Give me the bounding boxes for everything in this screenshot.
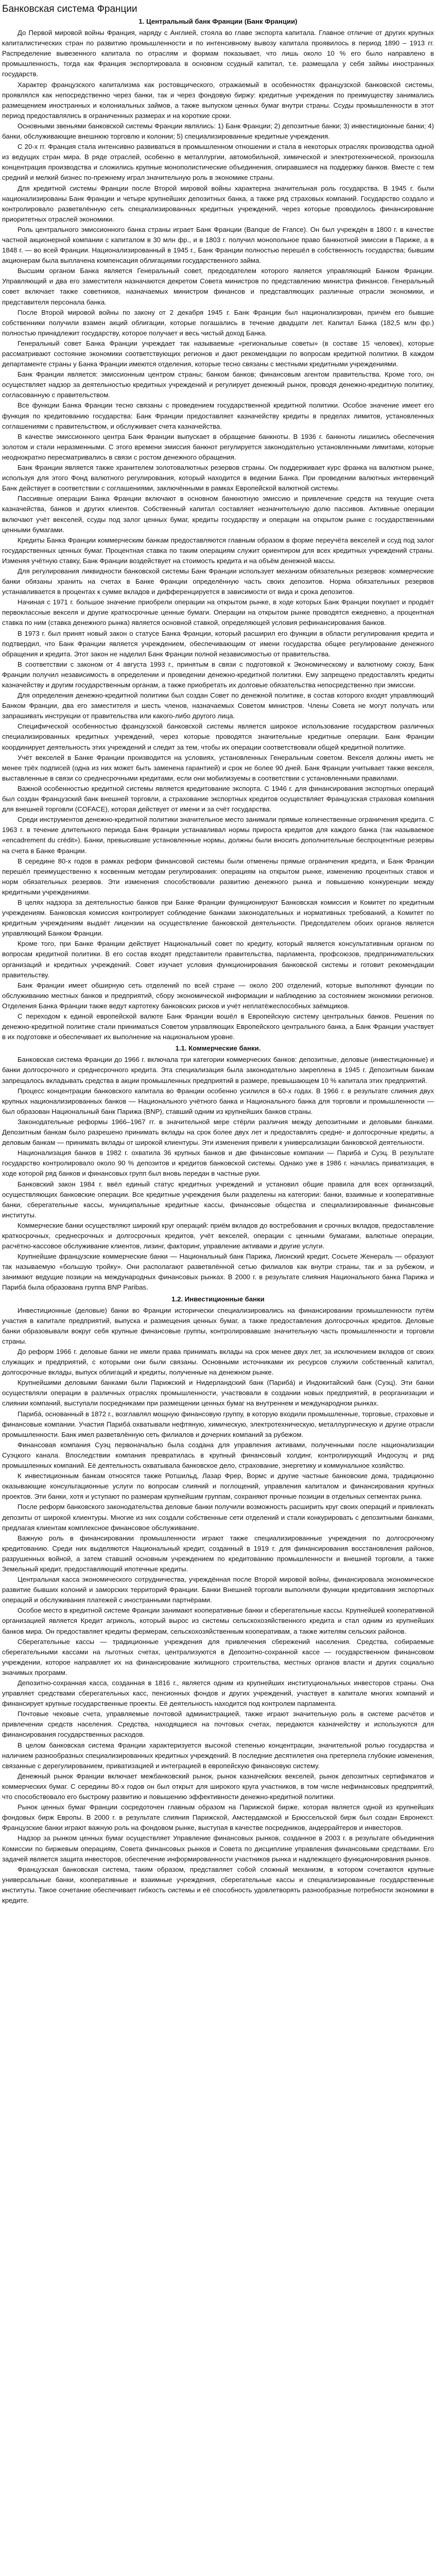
paragraph: Почтовые чековые счета, управляемые почтовой администрацией, также играют значительную роль в системе расчётов и привлечении средств населения. Средства, находящиеся на почтовых счетах, передаются казначейству и используются для финансирования государственных расходов. (2, 1710, 434, 1739)
paragraph: После реформ банковского законодательства деловые банки получили возможность расширить круг своих операций и привлекать депозиты от широкой клиентуры. Многие из них создали собственные сети отделений и стали конкурировать с депозитными банками, предлагая клиентам комплексное финансовое обслуживание. (2, 1503, 434, 1532)
page-title: Банковская система Франции (2, 4, 137, 14)
paragraph: Парибá, основанный в 1872 г., возглавлял мощную финансовую группу, в которую входили промышленные, торговые, страховые и финансовые компании. Участия Парибá охватывали нефтяную, химическую, электротехническую, металлургическую и другие отрасли промышленности. Банк имел разветвлённую сеть филиалов и дочерних компаний за рубежом. (2, 1410, 434, 1438)
paragraph: Центральная касса экономического сотрудничества, учреждённая после Второй мировой войны, финансировала экономическое развитие бывших колоний и заморских территорий Франции. Банки Внешней торговли выполняли функции кредитования экспортных операций и обслуживания платежей с иностранными партнёрами. (2, 1575, 434, 1604)
paragraph: Рынок ценных бумаг Франции сосредоточен главным образом на Парижской бирже, которая является одной из крупнейших фондовых бирж Европы. В 2000 г. в результате слияния Парижской, Амстердамской и Брюссельской бирж был создан Евронекст. Французские банки играют важную роль на фондовом рынке, выступая в качестве посредников, андеррайтеров и инвесторов. (2, 1803, 434, 1832)
paragraph: Среди инструментов денежно-кредитной политики значительное место занимали прямые количественные ограничения кредита. С 1963 г. в течение длительного периода Банк Франции устанавливал нормы прироста кредитов для каждого банка (так называемое «encadrement du crédit»). Банки, превысившие установленные нормы, должны были вносить дополнительные беспроцентные резервы на счета в Банке Франции. (2, 816, 434, 855)
paragraph: Инвестиционные (деловые) банки во Франции исторически специализировались на финансировании промышленности путём участия в капитале предприятий, выпуска и размещения ценных бумаг, а также предоставления долгосрочных кредитов. Деловые банки образовывали вокруг себя крупные финансовые группы, контролировавшие значительную часть промышленности и торговли страны. (2, 1306, 434, 1345)
paragraph: Высшим органом Банка является Генеральный совет, председателем которого является управляющий Банком Франции. Управляющий и два его заместителя назначаются декретом Совета министров по представлению министра финансов. Генеральный совет включает также советников, назначаемых министром финансов и представляющих различные отрасли экономики, и представителя персонала банка. (2, 267, 434, 306)
paragraph: Для регулирования ликвидности банковской системы Банк Франции использует механизм обязательных резервов: коммерческие банки обязаны хранить на счетах в Банке Франции определённую часть своих депозитов. Норма обязательных резервов устанавливается в процентах к сумме вкладов и дифференцируется в зависимости от вида и срока депозитов. (2, 567, 434, 596)
paragraph: Банк Франции является также хранителем золотовалютных резервов страны. Он поддерживает курс франка на валютном рынке, используя для этого Фонд валютного регулирования, который находится в ведении Банка. При проведении валютных интервенций Банк действует в соответствии с соглашениями, заключёнными в рамках Европейской валютной системы. (2, 464, 434, 493)
paragraph: После Второй мировой войны по закону от 2 декабря 1945 г. Банк Франции был национализирован, причём его бывшие собственники получили взамен акций облигации, которые погашались в течение двадцати лет. Капитал Банка (182,5 млн фр.) полностью принадлежит государству, которое получает и весь чистый доход Банка. (2, 308, 434, 337)
paragraph: В соответствии с законом от 4 августа 1993 г., принятым в связи с подготовкой к Экономическому и валютному союзу, Банк Франции получил независимость в определении и проведении денежно-кредитной политики. Ему запрещено предоставлять кредиты казначейству и другим государственным органам, а также приобретать их долговые обязательства непосредственно при эмиссии. (2, 660, 434, 689)
section-heading: 1.2. Инвестиционные банки (171, 1295, 265, 1303)
paragraph: Важную роль в финансировании промышленности играют также специализированные учреждения по долгосрочному кредитованию. Среди них выделяются Национальный кредит, созданный в 1919 г. для финансирования восстановления районов, разрушенных войной, а затем ставший основным учреждением по кредитованию промышленности и внешней торговли, а также Земельный кредит, предоставляющий ипотечные кредиты. (2, 1534, 434, 1573)
paragraph: Французская банковская система, таким образом, представляет собой сложный механизм, в котором сочетаются крупные универсальные банки, кооперативные и взаимные учреждения, сберегательные кассы и специализированные государственные институты. Такое сочетание обеспечивает гибкость системы и её способность удовлетворять разнообразные потребности экономики в кредите. (2, 1865, 434, 1904)
paragraph: Кредиты Банка Франции коммерческим банкам предоставляются главным образом в форме переучёта векселей и ссуд под залог государственных ценных бумаг. Процентная ставка по таким операциям служит ориентиром для всех кредитных учреждений страны. Изменяя учётную ставку, Банк Франции воздействует на стоимость кредита и на объём денежной массы. (2, 536, 434, 565)
paragraph: Депозитно-сохранная касса, созданная в 1816 г., является одним из крупнейших институциональных инвесторов страны. Она управляет средствами сберегательных касс, пенсионных фондов и других учреждений, участвует в капитале многих компаний и финансирует крупные государственные проекты. Её деятельность находится под контролем парламента. (2, 1679, 434, 1708)
paragraph: Банковская система Франции до 1966 г. включала три категории коммерческих банков: депозитные, деловые (инвестиционные) и банки долгосрочного и среднесрочного кредита. Эта специализация была законодательно закреплена в 1945 г. Депозитным банкам запрещалось вкладывать средства в акции промышленных предприятий в размере, превышающем 10 % капитала этих предприятий. (2, 1056, 434, 1084)
paragraph: Коммерческие банки осуществляют широкий круг операций: приём вкладов до востребования и срочных вкладов, предоставление краткосрочных, среднесрочных и долгосрочных кредитов, учёт векселей, операции с ценными бумагами, валютные операции, расчётно-кассовое обслуживание клиентов, лизинг, факторинг, управление активами и другие услуги. (2, 1221, 434, 1250)
paragraph: Кроме того, при Банке Франции действует Национальный совет по кредиту, который является консультативным органом по вопросам кредитной политики. В его состав входят представители правительства, парламента, профсоюзов, предпринимательских организаций и кредитных учреждений. Совет изучает условия функционирования банковской системы и готовит рекомендации правительству. (2, 940, 434, 979)
paragraph: Характер французского капитализма как ростовщического, отражаемый в особенностях французской банковской системы, проявлялся как непосредственно через банки, так и через фондовую биржу: кредитные учреждения по преимуществу занимались размещением иностранных и колониальных займов, а также выпуском ценных бумаг внутри страны. Ссуды промышленности в этот период предоставлялись в ограниченных размерах и на короткие сроки. (2, 80, 434, 120)
paragraph: В 1973 г. был принят новый закон о статусе Банка Франции, который расширил его функции в области регулирования кредита и подтвердил, что Банк Франции является учреждением, обеспечивающим от имени государства общее регулирование денежного обращения и кредита. Этот закон не наделил Банк Франции полной независимостью от правительства. (2, 629, 434, 658)
paragraph: Крупнейшими деловыми банками были Парижский и Нидерландский банк (Парибá) и Индокитайский банк (Суэц). Эти банки осуществляли операции в различных отраслях промышленности, участвовали в создании новых предприятий, в реорганизации и слиянии компаний, выступали посредниками при размещении ценных бумаг на внутреннем и международном рынках. (2, 1379, 434, 1408)
paragraph: Для кредитной системы Франции после Второй мировой войны характерна значительная роль государства. В 1945 г. были национализированы Банк Франции и четыре крупнейших депозитных банка, а также ряд страховых компаний. Государство создало и контролировало разветвлённую сеть специализированных кредитных учреждений, через которые проводилось финансирование приоритетных отраслей экономики. (2, 184, 434, 223)
paragraph: Основными звеньями банковской системы Франции являлись: 1) Банк Франции; 2) депозитные банки; 3) инвестиционные банки; 4) банки, обслуживающие внешнюю торговлю и колонии; 5) специализированные кредитные учреждения. (2, 122, 434, 141)
paragraph: Генеральный совет Банка Франции учреждает так называемые «региональные советы» (в составе 15 человек), которые рассматривают состояние экономики соответствующих регионов и дают рекомендации по вопросам кредитной политики. В каждом департаменте страны у Банка Франции имеются отделения, которые тесно связаны с местными кредитными учреждениями. (2, 339, 434, 368)
paragraph: До реформ 1966 г. деловые банки не имели права принимать вклады на срок менее двух лет, за исключением вкладов от своих служащих и предприятий, с которыми они были связаны. Основными источниками их ресурсов служили собственный капитал, долгосрочные вклады, выпуск облигаций и кредиты, полученные на денежном рынке. (2, 1348, 434, 1377)
paragraph: С переходом к единой европейской валюте Банк Франции вошёл в Европейскую систему центральных банков. Решения по денежно-кредитной политике стали приниматься Советом управляющих Европейского центрального банка, а Банк Франции участвует в их подготовке и обеспечивает их выполнение на национальном уровне. (2, 1012, 434, 1041)
paragraph: Важной особенностью кредитной системы является кредитование экспорта. С 1946 г. для финансирования экспортных операций был создан Французский банк внешней торговли, а страхование экспортных кредитов осуществляет Французская страховая компания для внешней торговли (COFACE), которая действует от имени и за счёт государства. (2, 784, 434, 814)
paragraph: Все функции Банка Франции тесно связаны с проведением государственной кредитной политики. Особое значение имеет его функция по кредитованию государства: Банк Франции предоставляет казначейству кредиты в пределах лимитов, установленных соглашениями с правительством, и обслуживает счета казначейства. (2, 401, 434, 430)
paragraph: К инвестиционным банкам относятся также Ротшильд, Лазар Фрер, Вормс и другие частные банковские дома, традиционно оказывающие консультационные услуги по вопросам слияний и поглощений, управления капиталом и финансирования крупных проектов. Эти банки, хотя и уступают по размерам крупнейшим группам, сохраняют прочные позиции в отдельных сегментах рынка. (2, 1472, 434, 1501)
paragraph: В середине 80-х годов в рамках реформ финансовой системы были отменены прямые ограничения кредита, и Банк Франции перешёл преимущественно к косвенным методам регулирования: операциям на открытом рынке, изменению процентных ставок и норм обязательных резервов. Эти изменения способствовали развитию денежного рынка и повышению конкуренции между кредитными учреждениями. (2, 857, 434, 896)
paragraph: Особое место в кредитной системе Франции занимают кооперативные банки и сберегательные кассы. Крупнейшей кооперативной организацией является Кредит агриколь, который вырос из системы сельскохозяйственного кредита и стал одним из крупнейших банков мира. Он предоставляет кредиты фермерам, сельскохозяйственным кооперативам, а также жителям сельских районов. (2, 1606, 434, 1635)
paragraph: С 20-х гг. Франция стала интенсивно развиваться в промышленном отношении и стала в некоторых отраслях производства одной из ведущих стран мира. В ряде отраслей, особенно в металлургии, автомобильной, химической и электротехнической, произошла концентрация производства и сложились крупные монополистические объединения, опиравшиеся на поддержку банков. Вместе с тем средний и мелкий бизнес по-прежнему играл значительную роль в экономике страны. (2, 143, 434, 182)
paragraph: Банк Франции является: эмиссионным центром страны; банком банков; финансовым агентом правительства. Кроме того, он осуществляет надзор за деятельностью кредитных учреждений и регулирует денежный рынок, проводя денежно-кредитную политику, согласованную с правительством. (2, 370, 434, 399)
paragraph: Надзор за рынком ценных бумаг осуществляет Управление финансовых рынков, созданное в 2003 г. в результате объединения Комиссии по биржевым операциям, Совета финансовых рынков и Совета по дисциплине управления финансовыми средствами. Его задачей является защита инвесторов, обеспечение информированности участников рынка и надлежащего функционирования рынков. (2, 1834, 434, 1863)
paragraph: Специфической особенностью французской банковской системы является широкое использование государством различных специализированных кредитных учреждений, через которые проводятся значительные кредитные операции. Банк Франции координирует деятельность этих учреждений и следит за тем, чтобы их операции соответствовали общей кредитной политике. (2, 722, 434, 751)
paragraph: В целях надзора за деятельностью банков при Банке Франции функционируют Банковская комиссия и Комитет по кредитным учреждениям. Банковская комиссия контролирует соблюдение банками законодательных и нормативных требований, а Комитет по кредитным учреждениям выдаёт лицензии на осуществление банковской деятельности. Председателем обоих органов является управляющий Банком Франции. (2, 898, 434, 938)
paragraph: Крупнейшие французские коммерческие банки — Национальный банк Парижа, Лионский кредит, Сосьете Женераль — образуют так называемую «большую тройку». Они располагают разветвлённой сетью филиалов как внутри страны, так и за рубежом, и занимают ведущие позиции на международных финансовых рынках. В 2000 г. в результате слияния Национального банка Парижа и Парибá была образована группа BNP Paribas. (2, 1252, 434, 1292)
paragraph: Пассивные операции Банка Франции включают в основном банкнотную эмиссию и привлечение средств на текущие счета казначейства, банков и других клиентов. Собственный капитал составляет незначительную долю пассивов. Активные операции включают учёт векселей, ссуды под залог ценных бумаг, кредиты государству и операции на открытом рынке с государственными ценными бумагами. (2, 495, 434, 534)
paragraph: Учёт векселей в Банке Франции производится на условиях, установленных Генеральным советом. Векселя должны иметь не менее трёх подписей (одна из них может быть заменена гарантией) и срок не более 90 дней. Банк Франции учитывает также векселя, выставленные в связи со среднесрочными кредитами, если они мобилизуемы в соответствии с установленными правилами. (2, 753, 434, 782)
paragraph: Сберегательные кассы — традиционные учреждения для привлечения сбережений населения. Средства, собираемые сберегательными кассами на льготных счетах, централизуются в Депозитно-сохранной кассе — государственном финансовом учреждении, которое направляет их на финансирование жилищного строительства, местных органов власти и других социально значимых программ. (2, 1637, 434, 1676)
paragraph: Финансовая компания Суэц первоначально была создана для управления активами, полученными после национализации Суэцкого канала. Впоследствии компания превратилась в крупный финансовый холдинг, контролирующий Индосуэц и ряд промышленных компаний. Её деятельность охватывала банковское дело, страхование, энергетику и коммунальное хозяйство. (2, 1440, 434, 1470)
paragraph: Роль центрального эмиссионного банка страны играет Банк Франции (Banque de France). Он был учреждён в 1800 г. в качестве частной акционерной компании с капиталом в 30 млн фр., и в 1803 г. получил монопольное право банкнотной эмиссии в Париже, а в 1848 г. — во всей Франции. Национализированный в 1945 г., Банк Франции полностью перешёл в собственность государства; бывшим акционерам была выплачена компенсация облигациями государственного займа. (2, 225, 434, 265)
paragraph: Для определения денежно-кредитной политики был создан Совет по денежной политике, в состав которого входят управляющий Банком Франции, два его заместителя и шесть членов, назначаемых Советом министров. Члены Совета не могут получать или запрашивать инструкции от правительства или какого-либо другого лица. (2, 691, 434, 720)
section-heading: 1. Центральный банк Франции (Банк Франции) (138, 18, 298, 25)
section-heading: 1.1. Коммерческие банки. (175, 1044, 261, 1053)
paragraph: Банковский закон 1984 г. ввёл единый статус кредитных учреждений и установил общие правила для всех организаций, осуществляющих банковские операции. Все кредитные учреждения были разделены на категории: банки, взаимные и кооперативные банки, сберегательные кассы, муниципальные кредитные кассы, финансовые общества и специализированные финансовые институты. (2, 1180, 434, 1219)
paragraph: Законодательные реформы 1966–1967 гг. в значительной мере стёрли различия между депозитными и деловыми банками. Депозитным банкам было разрешено принимать вклады на срок более двух лет и предоставлять средне- и долгосрочные кредиты, а деловым банкам — принимать вклады от широкой клиентуры. Эти изменения привели к универсализации банковской деятельности. (2, 1117, 434, 1147)
paragraph: Начиная с 1971 г. большое значение приобрели операции на открытом рынке, в ходе которых Банк Франции покупает и продаёт первоклассные векселя и другие краткосрочные ценные бумаги. Операции на открытом рынке проводятся ежедневно, а процентная ставка по ним (ставка денежного рынка) является основной ставкой, определяющей условия рефинансирования банков. (2, 598, 434, 627)
paragraph: До Первой мировой войны Франция, наряду с Англией, стояла во главе экспорта капитала. Главное отличие от других крупных капиталистических стран по развитию промышленности и по интенсивному вывозу капитала проявилось в период 1890 – 1913 гг. Распределение вывезенного капитала по отраслям и формам показывает, что лишь около 10 % его было направлено в промышленность, тогда как Франция экспортировала в основном ссудный капитал, т.е. размещала у себя займы иностранных государств. (2, 29, 434, 78)
paragraph: Процесс концентрации банковского капитала во Франции особенно усилился в 60-х годах. В 1966 г. в результате слияния двух крупных национализированных банков — Национального учётного банка и Национального банка для торговли и промышленности — был образован Национальный банк Парижа (BNP), ставший одним из крупнейших банков страны. (2, 1087, 434, 1115)
paragraph: Национализация банков в 1982 г. охватила 36 крупных банков и две финансовые компании — Парибá и Суэц. В результате государство контролировало около 90 % депозитов и кредитов банковской системы. Однако уже в 1986 г. началась приватизация, в ходе которой ряд банков и финансовых групп был вновь передан в частные руки. (2, 1149, 434, 1178)
paragraph: Банк Франции имеет обширную сеть отделений по всей стране — около 200 отделений, которые выполняют функции по обслуживанию местных банков и предприятий, сбору экономической информации и наблюдению за состоянием экономики регионов. Отделения Банка Франции также ведут картотеку банковских рисков и учёт неплатёжеспособных заёмщиков. (2, 981, 434, 1010)
paragraph: В целом банковская система Франции характеризуется высокой степенью концентрации, значительной ролью государства и наличием разнообразных специализированных кредитных учреждений. В последние десятилетия она претерпела глубокие изменения, связанные с дерегулированием, приватизацией и интеграцией в европейскую финансовую систему. (2, 1741, 434, 1770)
document-body (2, 16, 434, 1906)
paragraph: Денежный рынок Франции включает межбанковский рынок, рынок казначейских векселей, рынок депозитных сертификатов и коммерческих бумаг. С середины 80-х годов он был открыт для широкого круга участников, в том числе нефинансовых предприятий, что способствовало его быстрому развитию и повышению эффективности денежно-кредитной политики. (2, 1772, 434, 1801)
paragraph: В качестве эмиссионного центра Банк Франции выпускает в обращение банкноты. В 1936 г. банкноты лишились обеспечения золотом и стали неразменными. С этого времени эмиссия банкнот регулируется законодательно установленными лимитами, которые неоднократно пересматривались в связи с ростом денежного обращения. (2, 432, 434, 461)
